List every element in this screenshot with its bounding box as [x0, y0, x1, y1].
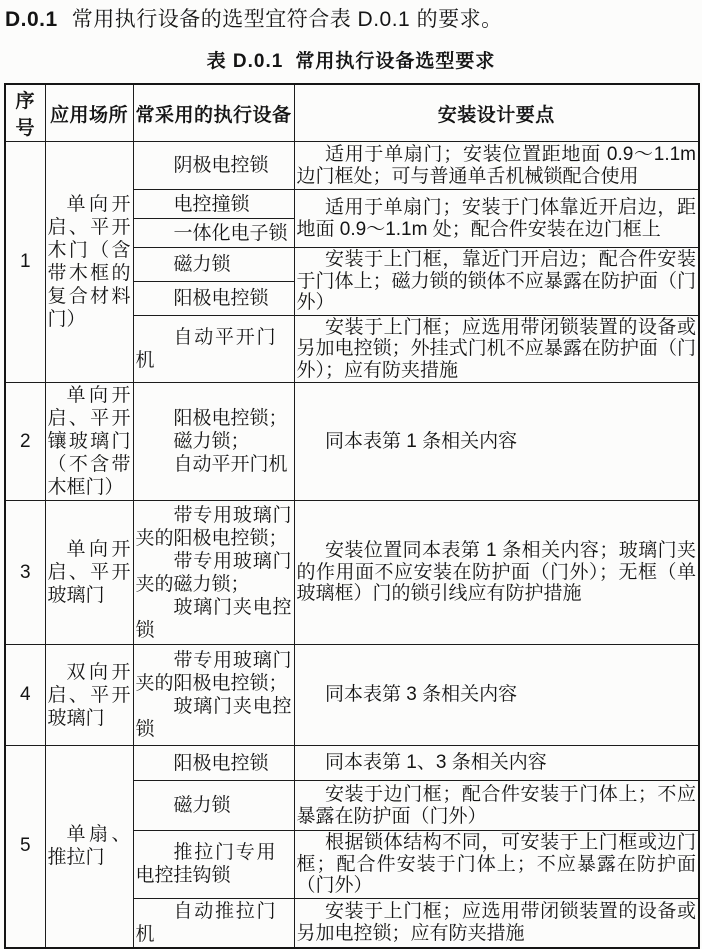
device-name: 玻璃门夹电控锁 [135, 596, 292, 641]
col-header-no: 序号 [5, 84, 45, 142]
install-note: 安装于边门框；配合件安装于门体上；不应暴露在防护面（门外） [296, 784, 696, 827]
device-name: 自动推拉门机 [135, 900, 276, 945]
application-place [45, 746, 133, 948]
install-note: 同本表第 1 条相关内容 [325, 430, 518, 452]
clause-text: 常用执行设备的选型宜符合表 D.0.1 的要求。 [71, 8, 503, 31]
device-name: 磁力锁 [173, 253, 231, 275]
device-cell [133, 281, 294, 315]
table-row [5, 501, 699, 645]
row-no: 1 [5, 142, 45, 383]
table-row [5, 383, 699, 501]
device-cell [133, 645, 294, 746]
device-name: 自动平开门机 [173, 454, 288, 475]
install-note: 安装位置同本表第 1 条相关内容；玻璃门夹的作用面不应安装在防护面（门外）；无框（单玻璃框）门的锁引线应有防护措施 [296, 540, 696, 605]
table-row [5, 142, 699, 190]
device-name: 推拉门专用电控挂钩锁 [135, 842, 276, 887]
device-cell [133, 383, 294, 501]
device-name: 阳极电控锁； [173, 408, 288, 429]
install-note-cell [294, 248, 699, 316]
device-name: 阳极电控锁 [173, 752, 269, 774]
table-row [5, 746, 699, 781]
row-no: 2 [5, 383, 45, 501]
install-note: 同本表第 3 条相关内容 [325, 684, 518, 706]
install-note-cell [294, 645, 699, 746]
device-cell [133, 315, 294, 383]
install-note: 安装于上门框；应选用带闭锁装置的设备或另加电控锁；应有防夹措施 [296, 901, 696, 944]
application-place-text: 单向开启、平开镶玻璃门（不含带木框门） [47, 385, 131, 498]
device-cell [133, 831, 294, 899]
equipment-selection-table [4, 83, 700, 949]
application-place-text: 单向开启、平开玻璃门 [47, 539, 131, 606]
application-place-text: 单扇、推拉门 [47, 824, 131, 869]
device-name: 阴极电控锁 [173, 155, 269, 176]
device-cell [133, 248, 294, 282]
table-header-row [5, 84, 699, 142]
install-note: 适用于单扇门；安装于门体靠近开启边，距地面 0.9～1.1m 处；配合件安装在边门框上 [296, 197, 696, 240]
table-number: 表 D.0.1 [206, 51, 284, 72]
install-note-cell [294, 315, 699, 383]
install-note: 适用于单扇门；安装位置距地面 0.9～1.1m 边门框处；可与普通单舌机械锁配合使用 [296, 144, 696, 187]
row-no: 3 [5, 501, 45, 645]
col-header-device: 常采用的执行设备 [133, 84, 294, 142]
install-note: 同本表第 1、3 条相关内容 [325, 752, 547, 774]
install-note-cell [294, 501, 699, 645]
device-cell [133, 898, 294, 948]
device-cell [133, 781, 294, 831]
install-note-cell [294, 142, 699, 190]
clause-heading [5, 7, 698, 33]
device-cell [133, 142, 294, 190]
device-cell [133, 219, 294, 248]
install-note-cell [294, 898, 699, 948]
application-place [45, 142, 133, 383]
install-note-cell [294, 190, 699, 248]
row-no: 5 [5, 746, 45, 948]
install-note: 安装于上门框；应选用带闭锁装置的设备或另加电控锁；外挂式门机不应暴露在防护面（门外）；应有防夹措施 [296, 316, 696, 381]
device-name: 玻璃门夹电控锁 [135, 696, 292, 740]
application-place [45, 645, 133, 746]
col-header-place: 应用场所 [45, 84, 133, 142]
device-name: 带专用玻璃门夹的阳极电控锁； [135, 504, 292, 549]
device-name: 电控撞锁 [173, 193, 250, 215]
application-place [45, 383, 133, 501]
table-title-text: 常用执行设备选型要求 [295, 51, 496, 72]
device-cell [133, 746, 294, 781]
install-note: 根据锁体结构不同，可安装于上门框或边门框；配合件安装于门体上；不应暴露在防护面（门外） [296, 832, 696, 896]
install-note: 安装于上门框，靠近门开启边；配合件安装于门体上；磁力锁的锁体不应暴露在防护面（门外） [296, 249, 696, 313]
device-cell [133, 190, 294, 219]
install-note-cell [294, 781, 699, 831]
device-name: 一体化电子锁 [173, 222, 288, 244]
install-note-cell [294, 383, 699, 501]
application-place [45, 501, 133, 645]
application-place-text: 双向开启、平开玻璃门 [47, 661, 131, 729]
device-name: 自动平开门机 [135, 326, 276, 371]
install-note-cell [294, 746, 699, 781]
table-title [0, 46, 702, 73]
col-header-note: 安装设计要点 [294, 84, 699, 142]
row-no: 4 [5, 645, 45, 746]
application-place-text: 单向开启、平开木门（含带木框的复合材料门） [47, 194, 131, 330]
table-row [5, 645, 699, 746]
clause-number: D.0.1 [5, 8, 58, 31]
device-name: 带专用玻璃门夹的阳极电控锁； [135, 650, 292, 694]
device-cell [133, 501, 294, 645]
device-name: 磁力锁； [173, 431, 250, 452]
device-name: 阳极电控锁 [173, 287, 269, 309]
install-note-cell [294, 831, 699, 899]
device-name: 带专用玻璃门夹的磁力锁； [135, 550, 292, 595]
device-name: 磁力锁 [173, 795, 231, 816]
